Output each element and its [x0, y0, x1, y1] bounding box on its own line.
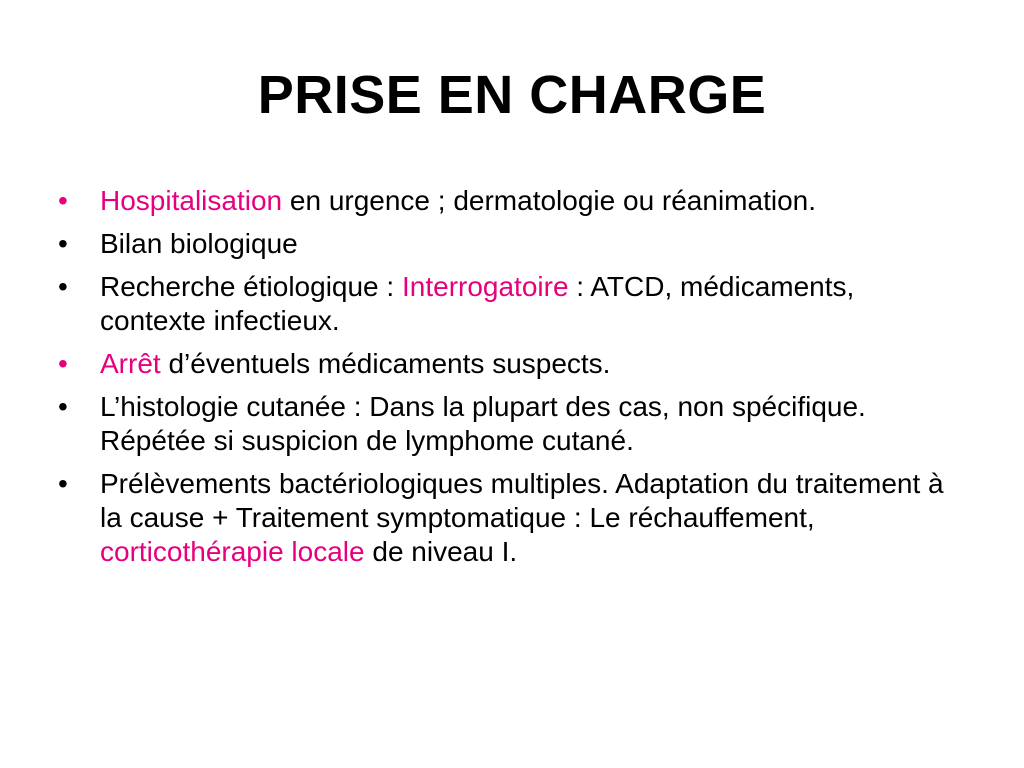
- bullet-text: de niveau I.: [364, 536, 518, 567]
- bullet-icon: •: [58, 468, 68, 499]
- bullet-list: [58, 184, 958, 578]
- bullet-icon: •: [58, 185, 68, 216]
- bullet-text: Recherche étiologique :: [100, 271, 402, 302]
- bullet-text-highlight: Interrogatoire: [401, 271, 569, 302]
- bullet-text: L’histologie cutanée : Dans la plupart des cas, non spécifique. Répétée si suspicion de lymphome cutané.: [100, 391, 866, 456]
- bullet-text-highlight: Arrêt: [100, 348, 161, 379]
- bullet-icon: •: [58, 228, 68, 259]
- bullet-item-prelevements: [58, 467, 958, 569]
- bullet-icon: •: [58, 348, 68, 379]
- bullet-icon: •: [58, 391, 68, 422]
- bullet-text-highlight: corticothérapie locale: [100, 536, 365, 567]
- bullet-icon: •: [58, 271, 68, 302]
- bullet-text: Prélèvements bactériologiques multiples. Adaptation du traitement à la cause + Traitement symptomatique : Le réchauffement,: [100, 468, 944, 533]
- bullet-item-hospitalisation: [58, 184, 958, 218]
- bullet-text: en urgence ; dermatologie ou réanimation.: [282, 185, 816, 216]
- bullet-item-bilan: [58, 227, 958, 261]
- slide-title: PRISE EN CHARGE: [257, 65, 767, 125]
- bullet-text: Bilan biologique: [100, 228, 298, 259]
- bullet-text: : ATCD, médicaments, contexte infectieux.: [100, 271, 855, 336]
- bullet-item-arret: [58, 347, 958, 381]
- bullet-item-histologie: [58, 390, 958, 458]
- bullet-text: d’éventuels médicaments suspects.: [160, 348, 611, 379]
- bullet-text-highlight: Hospitalisation: [100, 185, 283, 216]
- bullet-item-recherche: [58, 270, 958, 338]
